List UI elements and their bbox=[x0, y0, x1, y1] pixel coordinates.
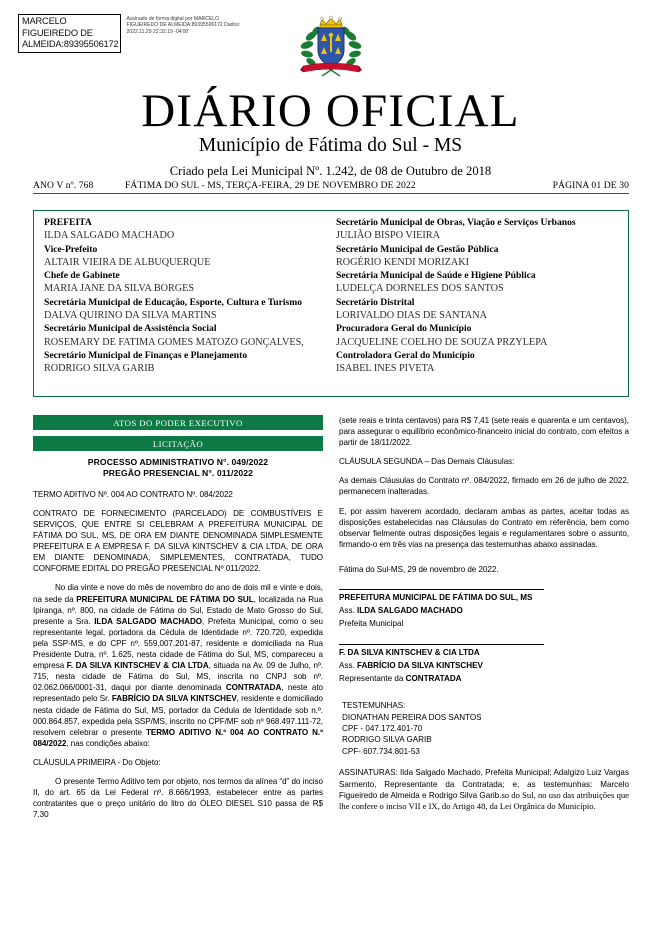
signer-role bbox=[339, 673, 629, 684]
signature-detail-text: Assinado de forma digital por MARCELO FIGUEIREDO DE ALMEIDA:89395506172 Dados: 2022.11.29 22:32:19 -04'00' bbox=[126, 16, 241, 35]
signatures-text: Ilda Salgado Machado, Prefeita Municipal; Adalgizo Luiz Vargas Sarmento, Representante da Contratada; e, as testemunhas: Marcelo Figueiredo de Almeida e Rodrigo Silva Garib. bbox=[339, 768, 629, 800]
body-text-g: , residente e domiciliado nesta cidade de Fátima do Sul, MS, portador da Cédula de Identidade sob n.º. 000.864.857, expedida pela SSP/MS, inscrito no CPF/MF sob nº 968.497.111-72, resolvem celebrar o presente bbox=[33, 694, 323, 737]
official-role: Vice-Prefeito bbox=[44, 243, 98, 255]
official-role: PREFEITA bbox=[44, 217, 92, 228]
issue-year-number: ANO V nº. 768 bbox=[33, 180, 94, 191]
body-text-d: , Prefeita Municipal, como o seu representante legal, portadora da Cédula de Identidade nº. 720.720, expedida pela SSP-MS, e do CPF nº. 559.007.201-87, residente e domiciliada na Rua Presidente Dutra, nº. 1.625, nesta cidade de Fátima do Sul, MS, compareceu a empresa bbox=[33, 616, 323, 671]
entity-contratada: CONTRATADA bbox=[225, 683, 282, 693]
official-role: Secretária Municipal de Saúde e Higiene Pública bbox=[336, 270, 536, 282]
official-role: Secretário Municipal de Gestão Pública bbox=[336, 243, 499, 255]
witness-two-name: RODRIGO SILVA GARIB bbox=[342, 735, 432, 745]
official-name: LUDELÇA DORNELES DOS SANTOS bbox=[336, 283, 504, 295]
official-name: ALTAIR VIEIRA DE ALBUQUERQUE bbox=[44, 256, 211, 268]
official-role: Secretário Distrital bbox=[336, 296, 415, 308]
signer-name: FABRÍCIO DA SILVA KINTSCHEV bbox=[357, 660, 483, 670]
role-contratada: CONTRATADA bbox=[405, 674, 462, 684]
official-name: JULIÃO BISPO VIEIRA bbox=[336, 230, 440, 242]
official-role: Chefe de Gabinete bbox=[44, 270, 120, 282]
official-role: Secretária Municipal de Educação, Esporte, Cultura e Turismo bbox=[44, 296, 303, 308]
banner-bidding: LICITAÇÃO bbox=[33, 436, 323, 451]
content-column-right bbox=[339, 415, 629, 915]
body-text-h: , nas condições abaixo: bbox=[66, 738, 150, 748]
official-name: ISABEL INES PIVETA bbox=[336, 363, 435, 375]
issue-page-number: PÁGINA 01 DE 30 bbox=[552, 180, 629, 191]
official-name: MARIA JANE DA SILVA BORGES bbox=[44, 283, 195, 295]
signatures-tail: so do Sul, no uso das atribuições que lhe confere o inciso VII e IX, do Artigo 48, da Lei Orgânica do Município. bbox=[339, 789, 629, 812]
closing-paragraph: E, por assim haverem acordado, declaram ambas as partes, aceitar todas as disposições estabelecidas nas Cláusulas do Contrato em referência, bem como observar fielmente outras disposições legais e regulamentares sobre o assunto, firmando-o em três vias na presença das testemunhas abaixo assinadas. bbox=[339, 506, 629, 549]
official-name: ROGÉRIO KENDI MORIZAKI bbox=[336, 256, 469, 268]
entity-company: F. DA SILVA KINTSCHEV & CIA LTDA bbox=[66, 661, 209, 671]
signature-rule bbox=[339, 644, 544, 645]
body-text-f: , neste ato representado pelo Sr. bbox=[33, 683, 323, 704]
term-additive-line: TERMO ADITIVO Nº. 004 AO CONTRATO Nº. 084/2022 bbox=[33, 489, 233, 499]
official-role: Secretário Municipal de Assistência Social bbox=[44, 323, 217, 335]
signature-org-name: PREFEITURA MUNICIPAL DE FÁTIMA DO SUL, MS bbox=[339, 593, 533, 603]
masthead-law-line: Criado pela Lei Municipal Nº. 1.242, de 08 de Outubro de 2018 bbox=[169, 164, 492, 178]
signature-rule bbox=[339, 589, 544, 590]
signatures-summary bbox=[339, 767, 629, 812]
banner-executive-acts: ATOS DO PODER EXECUTIVO bbox=[33, 415, 323, 430]
officials-column-left bbox=[34, 216, 331, 396]
official-role: Procuradora Geral do Município bbox=[336, 323, 472, 335]
body-text-a: No dia vinte e nove do mês de novembro do ano de dois mil e vinte e dois, na sede da bbox=[33, 583, 323, 604]
official-name: LORIVALDO DIAS DE SANTANA bbox=[336, 310, 487, 322]
signature-block-prefeitura bbox=[339, 592, 629, 603]
signer-name: ILDA SALGADO MACHADO bbox=[357, 606, 463, 616]
role-prefix: Representante da bbox=[339, 674, 406, 684]
content-columns bbox=[33, 415, 629, 915]
entity-term-additive: TERMO ADITIVO N.º 004 AO CONTRATO N.º 084/2022 bbox=[33, 727, 324, 748]
official-role: Secretário Municipal de Finanças e Planejamento bbox=[44, 350, 248, 362]
official-role: Controladora Geral do Município bbox=[336, 350, 475, 362]
officials-box bbox=[33, 210, 629, 397]
masthead-subtitle: Município de Fátima do Sul - MS bbox=[198, 135, 463, 156]
entity-prefeitura: PREFEITURA MUNICIPAL DE FÁTIMA DO SUL bbox=[76, 594, 254, 604]
official-name: ILDA SALGADO MACHADO bbox=[44, 230, 175, 242]
witness-title: TESTEMUNHAS: bbox=[342, 701, 406, 711]
coat-of-arms-crest bbox=[0, 14, 661, 82]
page-title: DIÁRIO OFICIAL bbox=[141, 85, 520, 137]
signature-line-representative bbox=[339, 660, 629, 671]
witness-one-cpf: CPF - 047.172.401-70 bbox=[342, 724, 423, 734]
official-name: ROSEMARY DE FATIMA GOMES MATOZO GONÇALVES, bbox=[44, 336, 304, 348]
official-name: RODRIGO SILVA GARIB bbox=[44, 363, 155, 375]
officials-column-right bbox=[331, 216, 628, 396]
process-heading: PROCESSO ADMINISTRATIVO N°. 049/2022 PREGÃO PRESENCIAL N°. 011/2022 bbox=[87, 457, 269, 479]
entity-mayor: ILDA SALGADO MACHADO bbox=[94, 616, 203, 626]
continuation-paragraph: (sete reais e trinta centavos) para R$ 7,41 (sete reais e quarenta e um centavos), para assegurar o equilíbrio econômico-financeiro inicial do contrato, com efeitos a partir de 18/11/2022. bbox=[339, 416, 629, 448]
clause-second-title: CLÁUSULA SEGUNDA – Das Demais Cláusulas: bbox=[339, 457, 515, 467]
clause-first-text: O presente Termo Aditivo tem por objeto, nos termos da alínea “d” do inciso II, do art. 65 da Lei Federal nº. 8.666/1993, estabelecer entre as partes contratantes que o preço unitário do litro do ÓLEO DIESEL S10 passa de R$ 7,30 bbox=[33, 776, 323, 820]
signature-org-name: F. DA SILVA KINTSCHEV & CIA LTDA bbox=[339, 647, 480, 657]
body-text-e: , situada na Av. 09 de Julho, nº. 715, nesta cidade de Fátima do Sul, MS, inscrita no CNPJ sob nº. 02.062.066/0001-31, daqui por diante denominada bbox=[33, 661, 324, 693]
crest-icon bbox=[298, 14, 364, 82]
contract-body-paragraph bbox=[33, 582, 323, 748]
ass-prefix: Ass. bbox=[339, 660, 357, 670]
signature-name-box: MARCELO FIGUEIREDO DE ALMEIDA:89395506172 bbox=[18, 14, 121, 53]
body-text-c: , localizada na Rua Ipiranga, nº. 800, na cidade de Fátima do Sul, Estado de Mato Grosso do Sul, presente a Sra. bbox=[33, 594, 323, 626]
witness-one-name: DIONATHAN PEREIRA DOS SANTOS bbox=[342, 712, 482, 722]
issue-info-bar bbox=[33, 180, 629, 194]
witness-two-cpf: CPF- 607.734.801-53 bbox=[342, 746, 420, 756]
ass-prefix: Ass. bbox=[339, 606, 357, 616]
entity-representative: FABRÍCIO DA SILVA KINTSCHEV bbox=[111, 694, 237, 704]
clause-second-text: As demais Cláusulas do Contrato nº. 084/2022, firmado em 26 de julho de 2022, permanecem inalteradas. bbox=[339, 476, 629, 497]
official-name: DALVA QUIRINO DA SILVA MARTINS bbox=[44, 310, 217, 322]
place-and-date: Fátima do Sul-MS, 29 de novembro de 2022. bbox=[339, 564, 499, 574]
content-column-left bbox=[33, 415, 323, 915]
signature-block-company bbox=[339, 647, 629, 658]
official-name: JACQUELINE COELHO DE SOUZA PRZYLEPA bbox=[336, 336, 548, 348]
signatures-label: ASSINATURAS: bbox=[339, 768, 398, 778]
issue-place-date: FÁTIMA DO SUL - MS, TERÇA-FEIRA, 29 DE NOVEMBRO DE 2022 bbox=[125, 180, 416, 191]
masthead bbox=[0, 86, 661, 180]
contract-preamble: CONTRATO DE FORNECIMENTO (PARCELADO) DE COMBUSTÍVEIS E SERVIÇOS, QUE ENTRE SI CELEBRAM A PREFEITURA MUNICIPAL DE FÁTIMA DO SUL, MS, DE ORA EM DIANTE DENOMINADA SIMPLESMENTE PREFEITURA E A EMPRESA F. DA SILVA KINTSCHEV & CIA LTDA, DE ORA EM DIANTE DENOMINADA, SIMPLEMENTES, CONTRATADA, TUDO CONFORME EDITAL DO PREGÃO PRESENCIAL Nº 011/2022. bbox=[33, 508, 323, 574]
clause-first-title: CLÁUSULA PRIMEIRA - Do Objeto: bbox=[33, 757, 161, 767]
signer-role: Prefeita Municipal bbox=[339, 619, 404, 629]
signature-line-mayor bbox=[339, 605, 629, 616]
official-role: Secretário Municipal de Obras, Viação e Serviços Urbanos bbox=[336, 217, 576, 228]
